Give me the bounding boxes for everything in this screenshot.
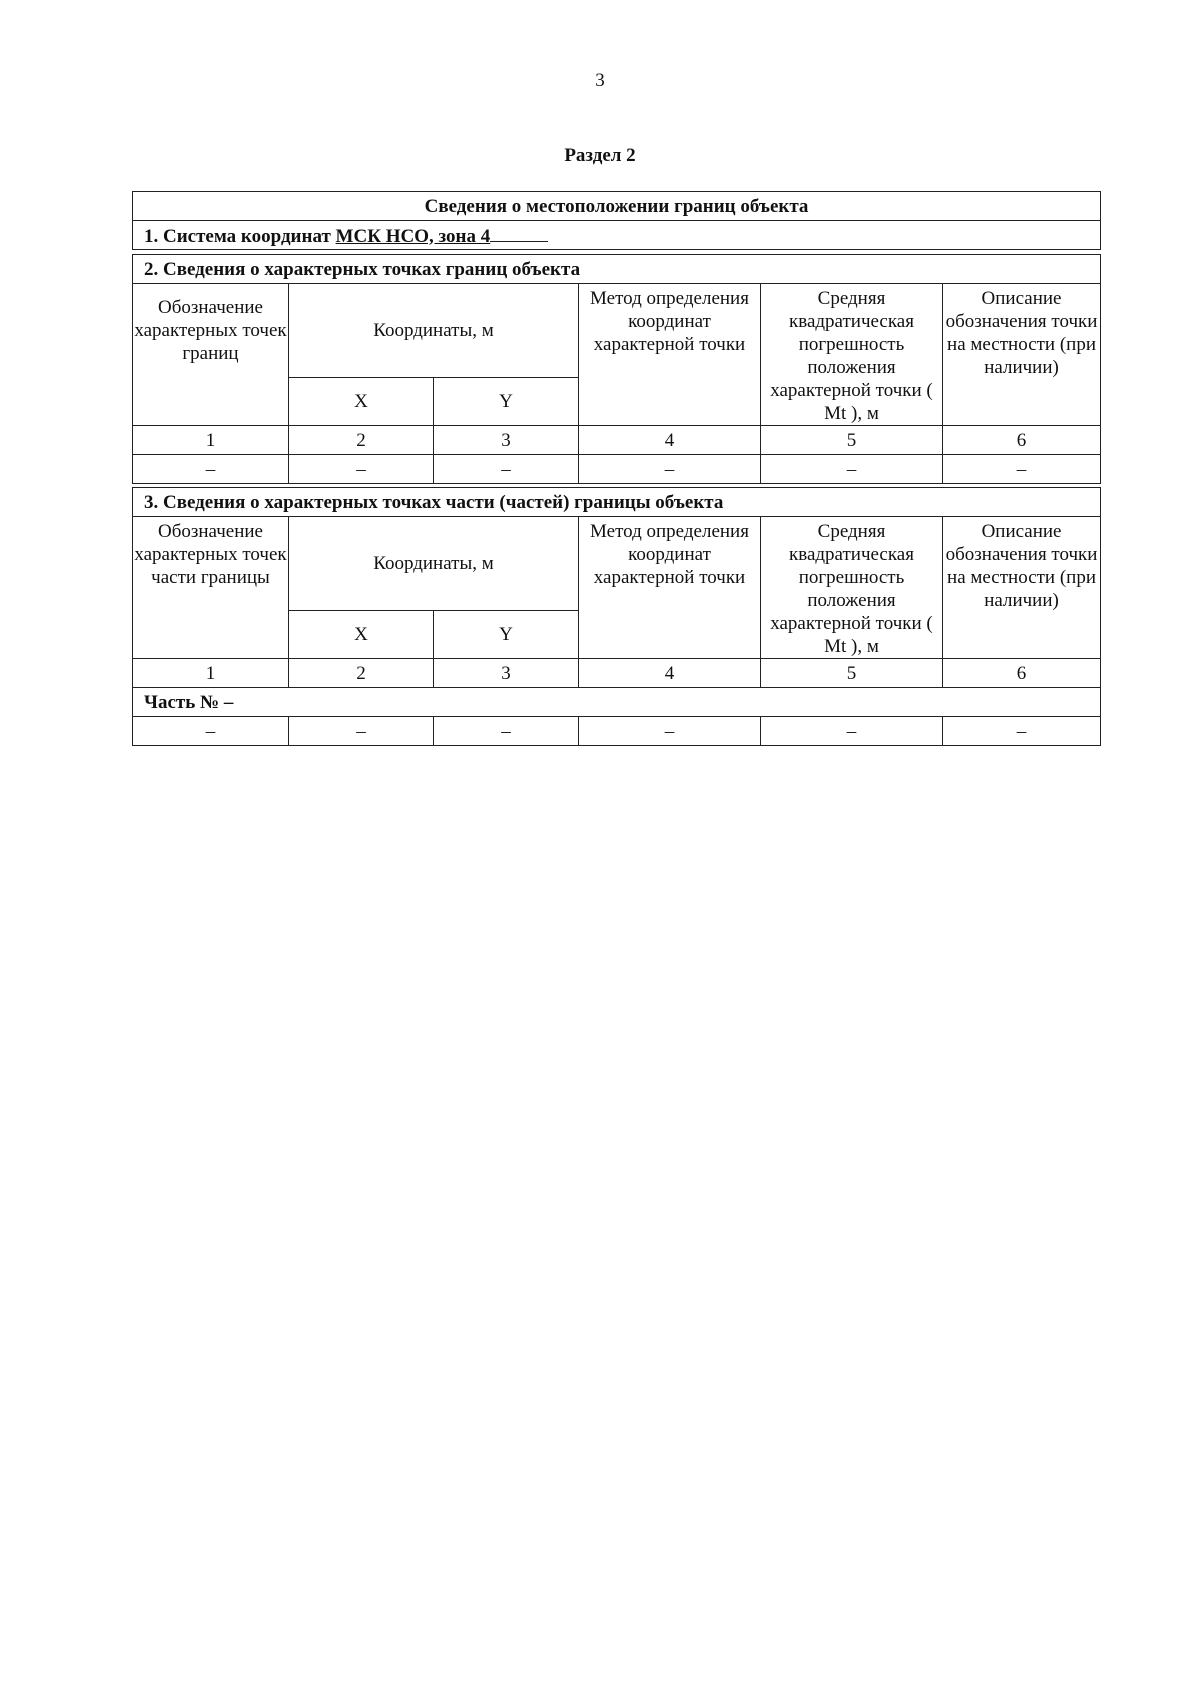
- points-section-title: 2. Сведения о характерных точках границ объекта: [133, 255, 1101, 284]
- parts-col-coordinates: Координаты, м: [289, 517, 579, 611]
- boundary-location-table: [132, 191, 1101, 250]
- points-col-designation: Обозначение характерных точек границ: [133, 284, 289, 426]
- parts-col-y: Y: [434, 611, 579, 659]
- col-number: 1: [133, 426, 289, 455]
- table-row: [133, 455, 1101, 484]
- main-header: Сведения о местоположении границ объекта: [133, 192, 1101, 221]
- col-number: 3: [434, 426, 579, 455]
- table-cell: –: [289, 455, 434, 484]
- underline-blank: [490, 223, 548, 242]
- table-cell: –: [434, 717, 579, 746]
- col-number: 5: [761, 426, 943, 455]
- parts-col-method: Метод определения координат характерной точки: [579, 517, 761, 659]
- col-number: 2: [289, 659, 434, 688]
- col-number: 6: [943, 659, 1101, 688]
- table-cell: –: [761, 717, 943, 746]
- boundary-points-table: [132, 254, 1101, 484]
- parts-number-row: [133, 659, 1101, 688]
- points-col-description: Описание обозначения точки на местности (при наличии): [943, 284, 1101, 426]
- table-row: [133, 717, 1101, 746]
- parts-col-x: X: [289, 611, 434, 659]
- table-cell: –: [943, 717, 1101, 746]
- col-number: 3: [434, 659, 579, 688]
- points-col-error: Средняя квадратическая погрешность положения характерной точки ( Mt ), м: [761, 284, 943, 426]
- points-col-method: Метод определения координат характерной точки: [579, 284, 761, 426]
- parts-section-title: 3. Сведения о характерных точках части (частей) границы объекта: [133, 488, 1101, 517]
- parts-col-description: Описание обозначения точки на местности (при наличии): [943, 517, 1101, 659]
- table-cell: –: [761, 455, 943, 484]
- part-number-label: Часть № –: [133, 688, 1101, 717]
- coord-system-row: [133, 221, 1101, 250]
- table-cell: –: [133, 455, 289, 484]
- points-col-coordinates: Координаты, м: [289, 284, 579, 378]
- parts-col-error: Средняя квадратическая погрешность положения характерной точки ( Mt ), м: [761, 517, 943, 659]
- coord-system-label: 1. Система координат: [144, 225, 336, 247]
- col-number: 2: [289, 426, 434, 455]
- table-cell: –: [289, 717, 434, 746]
- table-cell: –: [943, 455, 1101, 484]
- col-number: 6: [943, 426, 1101, 455]
- table-cell: –: [133, 717, 289, 746]
- part-points-table: [132, 487, 1101, 746]
- points-number-row: [133, 426, 1101, 455]
- points-col-x: X: [289, 378, 434, 426]
- page-number: 3: [595, 70, 605, 91]
- section-title: Раздел 2: [564, 145, 636, 166]
- col-number: 5: [761, 659, 943, 688]
- coord-system-value: МСК НСО, зона 4: [335, 225, 491, 247]
- col-number: 1: [133, 659, 289, 688]
- points-col-y: Y: [434, 378, 579, 426]
- table-cell: –: [434, 455, 579, 484]
- col-number: 4: [579, 426, 761, 455]
- parts-col-designation: Обозначение характерных точек части границы: [133, 517, 289, 659]
- table-cell: –: [579, 717, 761, 746]
- col-number: 4: [579, 659, 761, 688]
- table-cell: –: [579, 455, 761, 484]
